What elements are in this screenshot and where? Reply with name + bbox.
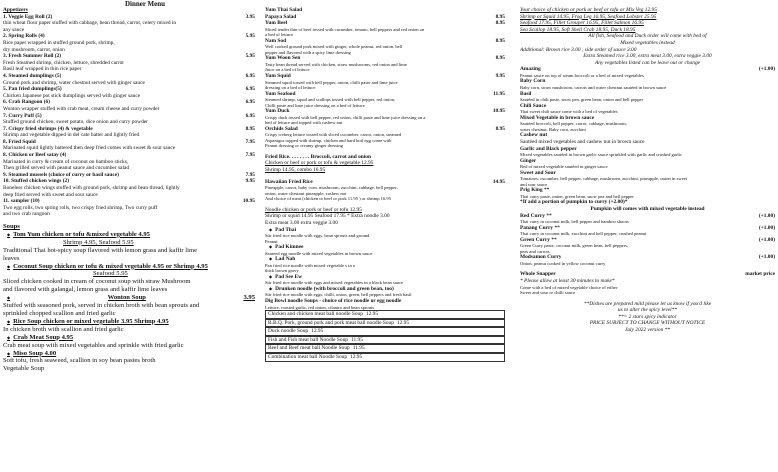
menu-heading: Appetizers: [3, 7, 28, 13]
menu-text-line: Sweet and sour or chilli sauce: [520, 290, 575, 296]
menu-item-name: 7. Crispy fried shrimps (4) & vegetable: [3, 125, 93, 132]
menu-text-line: Marinated in curry & cream of coconut on bamboo sticks,: [3, 158, 129, 165]
menu-heading: ◆ Crab Meat Soup 4.95: [3, 334, 255, 342]
menu-item-name: Fish and Fish meat ball Noodle Soup: [268, 336, 348, 343]
menu-item-name: Chicken and chicken meat ball noodle Soup: [268, 311, 363, 318]
menu-text-line: Seafood 17.95, Fillet Grouper 16.95, Fillet Salmon 16.95: [520, 20, 644, 27]
menu-item-row: [265, 344, 505, 353]
menu-text-line: sprinkled chopped scallion and fried garlic: [3, 309, 116, 317]
menu-item-name: 4. Steamed dumplings (5): [3, 72, 62, 79]
menu-text-line: **Dishes are prepared mild please let us know if you'd like: [583, 300, 712, 307]
menu-text-line: Chicken Japanese pot stick dumplings served with ginger sauce: [3, 92, 141, 99]
menu-item-price: 10.95: [242, 198, 255, 205]
menu-text-line: Vegetable Soup: [3, 365, 45, 373]
menu-item-row: [3, 178, 255, 185]
menu-text-line: Sauteed egg noodle with mixed vegetables in brown sauce: [265, 250, 373, 256]
menu-item-price: 6.95: [245, 72, 255, 79]
menu-text-line: pepper and flavored with a spicy lime dressing: [265, 49, 351, 55]
menu-text-line: Baby corn, straw mushroom, carrots and water chestnut sautéed in brown sauce: [520, 85, 667, 91]
menu-text-line: Wonton wrapper stuffed with crab meat, cream cheese and curry powder: [3, 105, 160, 112]
menu-text-line: Thai curry in coconut milk, bell pepper and bamboo shoots: [520, 219, 629, 225]
menu-heading: ◆ Lad Nah: [265, 256, 505, 263]
menu-item-row: [520, 271, 775, 278]
menu-text-line: Peanut: [265, 238, 278, 244]
menu-text-line: Rice paper wrapped in stuffed ground pork, shrimp,: [3, 39, 115, 46]
menu-text-line: Bed of mixed vegetable sautéed in ginger sauce: [520, 164, 608, 170]
menu-heading: ◆ Tom Yum chicken or tofu &mixed vegetable 4.95: [3, 231, 255, 239]
menu-item-row: [265, 108, 505, 115]
menu-item-row: [3, 73, 255, 80]
menu-heading: ◆ Rice Soup chicken or mixed vegetable 3.95 Shrimp 4.95: [3, 318, 255, 326]
menu-item-price: 12.95: [311, 328, 324, 335]
menu-text-line: Stir fried rice noodle with eggs and mixed vegetables in a black bean sauce: [265, 280, 404, 286]
menu-heading: Mixed Vegetable in brown sauce: [520, 114, 595, 121]
menu-heading: ◆ Pad Thai: [265, 227, 505, 234]
menu-heading: ◆ Miso Soup 4.00: [3, 350, 255, 358]
menu-text-line: Additional: Brown rice 3.00 , side order of sauce 3.00: [520, 46, 637, 53]
menu-item-price: 8.95: [495, 55, 505, 62]
menu-text-line: Mixed vegetables instead: [620, 39, 675, 46]
menu-item-row: [265, 14, 505, 21]
menu-text-line: Pan fried rice noodle with mixed vegetable s in a: [265, 262, 355, 268]
menu-item-price: 5.95: [245, 53, 255, 60]
menu-text-line: peas and carrots: [520, 248, 550, 254]
menu-item-name: ◆ Wonton Soup: [107, 294, 146, 302]
menu-text-line: Thai curry in coconut milk, zucchini and bell pepper, crushed peanut: [520, 231, 647, 237]
menu-text-line: Thai curry paste, onion, green bean, snow pea and bell pepper: [520, 193, 634, 199]
menu-item-row: [265, 73, 505, 80]
menu-text-line: thick brown gravy: [265, 268, 299, 274]
menu-item-name: Beef and Beef meat ball Noodle Soup: [268, 345, 350, 352]
menu-text-line: Then grilled served with peanut sauce and cucumber salad: [3, 165, 130, 172]
menu-text-line: onion, water chestnut pineapple, cashew nut: [265, 190, 347, 196]
right-column-entrees-curries: [520, 7, 775, 471]
menu-text-line: Noodle chicken or pork or beef or tofu 12.95: [265, 206, 362, 213]
menu-text-line: Crab meat soup with mixed vegetables and sprinkle with fried garlic: [3, 341, 184, 349]
menu-text-line: Basil leaf wrapped in thin rice paper: [3, 66, 82, 73]
menu-text-line: Shrimp 4.95, Seafood 5.95: [63, 238, 134, 246]
menu-item-price: 3.95: [245, 13, 255, 20]
menu-item-price: market price: [745, 271, 775, 278]
menu-text-line: And choice of meat (chicken or beef or pork 11.95 ) or shrimp 16.95: [265, 196, 391, 202]
menu-text-line: dressing on a bed of lettuce: [265, 85, 316, 91]
menu-heading: Ginger: [520, 157, 537, 164]
menu-text-line: Chicken or beef or pork or tofu & vegetable 12.95: [265, 160, 374, 167]
menu-item-price: 12.95: [396, 319, 410, 326]
menu-heading: Pumpkin will comes with mixed vegetable instead: [590, 205, 705, 212]
menu-item-row: [265, 336, 505, 345]
menu-text-line: Peanut sauce on top of steam broccoli or a bed of mixed vegetables: [520, 72, 644, 78]
menu-text-line: PRICE SUBJECT TO CHANGE WITHOUT NOTICE: [589, 320, 706, 327]
menu-item-price: 6.95: [245, 99, 255, 106]
menu-text-line: Crispy duck tossed with bell pepper, red onion, chilli paste and lime juice dressing on a: [265, 114, 426, 120]
menu-item-row: [520, 66, 775, 73]
menu-text-line: Green Curry paste, coconut milk, green bean, bell peppers,: [520, 243, 629, 249]
menu-heading: ◆ Pad Kimnee: [265, 244, 505, 251]
menu-item-row: [265, 327, 505, 336]
menu-text-line: Mixed vegetables sautéed in brown garlic sauce sprinkled with garlic and crushed garlic: [520, 152, 683, 158]
menu-item-row: [3, 198, 255, 205]
menu-text-line: Asparagus topped with shrimp, chicken and hard boil egg come with: [265, 137, 392, 143]
menu-item-row: [265, 353, 505, 362]
menu-item-name: 6. Crab Rangoon (6): [3, 99, 51, 106]
menu-heading: Dig Bowl noodle Soups - choice of rice noodle or egg noodle: [265, 297, 402, 304]
menu-text-line: Sautéed in chili paste, snow pea, green bean, onion and bell pepper: [520, 97, 644, 103]
menu-text-line: Shrimp 14.95, combo 16.95: [265, 167, 326, 174]
menu-text-line: Stir fried rice noodle with eggs, chilli, onion, green, bell peppers and fresh basil: [265, 292, 412, 298]
menu-text-line: Lettuce, roasted garlic, red onion, cilantro and bean sprouts: [265, 304, 375, 310]
menu-text-line: any sauce: [3, 26, 25, 33]
menu-item-price: 12.95: [350, 354, 363, 361]
menu-heading: Chili Sauce: [520, 102, 547, 109]
menu-text-line: dry mushroom, carrot, onion: [3, 46, 65, 53]
menu-text-line: bed of lettuce and topped with cashew nut: [265, 120, 343, 126]
menu-item-row: [520, 213, 775, 220]
menu-item-name: 1. Veggie Egg Roll (2): [3, 13, 53, 20]
menu-text-line: thin wheat flour paper stuffed with cabbage, bean thread, carrot, celery mixed in: [3, 20, 177, 27]
menu-item-row: [3, 152, 255, 159]
menu-item-name: 9. Steamed mussels (choice of curry or basil sauce): [3, 171, 119, 178]
menu-text-line: Stir fried rice noodle with eggs, bean sprouts and ground: [265, 233, 370, 239]
menu-item-name: 8. Fried Squid: [3, 138, 36, 145]
menu-item-price: 7.95: [245, 138, 255, 145]
menu-heading: ◆ Drunken noodle (with broccoli and green bean, too): [265, 286, 505, 293]
menu-item-row: [3, 294, 255, 302]
menu-item-name: Green Curry **: [520, 236, 557, 243]
menu-text-line: Soft tofu, fresh seaweed, scallion in soy bean pastes broth: [3, 357, 156, 365]
menu-item-row: [265, 20, 505, 27]
menu-item-price: 8.95: [495, 13, 505, 20]
menu-item-name: 10. Stuffed chicken wings (2): [3, 178, 70, 185]
menu-item-price: 6.95: [245, 112, 255, 119]
menu-item-price: 7.95: [245, 171, 255, 178]
menu-text-line: water chestnut, Baby corn, zucchini: [520, 126, 586, 132]
menu-item-price: 6.95: [245, 86, 255, 93]
menu-item-name: 3. Fresh Summer Roll (2): [3, 53, 62, 60]
menu-text-line: * Please allow at least 30 minutes to make*: [520, 278, 615, 285]
menu-text-line: and two crab rangoon: [3, 211, 50, 218]
menu-text-line: Steamed squid tossed with bell pepper, onion, chilli paste and lime juice: [265, 79, 398, 85]
menu-item-name: Yum Squid: [265, 72, 291, 79]
menu-item-price: (+1.00): [758, 236, 775, 243]
menu-text-line: Ground pork and shrimp, water chestnut served with ginger sauce: [3, 79, 145, 86]
menu-text-line: Extra meat 3.00 extra veggie 3.00: [265, 219, 338, 226]
menu-item-name: Combination meat ball Noodle Soup: [268, 354, 348, 361]
menu-item-price: 10.95: [492, 108, 505, 115]
menu-item-name: Whole Snapper: [520, 271, 556, 278]
menu-item-price: 9.95: [495, 72, 505, 79]
page-title: Dinner Menu: [124, 0, 166, 8]
menu-text-line: July 2022 version **: [624, 327, 671, 333]
menu-heading: Garlic and Black pepper: [520, 145, 577, 152]
menu-item-price: 11.95: [350, 336, 363, 343]
menu-heading: Yum Thai Salad: [265, 7, 303, 13]
menu-text-line: Chilli paste and lime juice dressing on a bed of lettuce: [265, 102, 365, 108]
menu-text-line: Sautéed mixed vegetables and cashew nut in brown sauce: [520, 138, 645, 145]
menu-text-line: Come with a bed of mixed vegetable choice of either: [520, 284, 618, 290]
menu-item-row: [520, 254, 775, 261]
menu-heading: ◆ Pad See Ew: [265, 274, 505, 281]
menu-item-name: Modsamon Curry: [520, 254, 562, 261]
menu-text-line: Sliced chicken cooked in cream of coconut soup with straw Mushroom: [3, 278, 191, 286]
menu-item-name: B.B.Q. Pork, ground pork and pork meat ball noodle Soup: [268, 319, 394, 326]
menu-text-line: Onion, peanut cooked in yellow coconut curry: [520, 260, 606, 266]
menu-item-name: Papaya Salad: [265, 13, 297, 20]
menu-text-line: Any vegetables listed can be leave out or change: [594, 59, 701, 66]
menu-text-line: and flavored with galangal, lemon grass and kaffir lime leaves: [3, 286, 168, 294]
menu-item-name: 11. sampler (10): [3, 198, 40, 205]
menu-item-row: [265, 310, 505, 319]
menu-text-line: Shrimp or Squid 14.95, Frog Leg 16.95, Seafood Lobster 25.95: [520, 13, 657, 20]
menu-text-line: In chicken broth with scallion and fried garlic: [3, 325, 124, 333]
menu-item-name: Yum Seafood: [265, 90, 296, 97]
menu-item-name: 5. Pan fried dumplings(5): [3, 86, 62, 93]
menu-text-line: Thai sweet chili sauce come with a bed of vegetables: [520, 109, 618, 115]
menu-item-name: Orchids Salad: [265, 125, 298, 132]
menu-item-name: Nam Sod: [265, 37, 287, 44]
menu-item-name: Yum Duck: [265, 108, 290, 115]
menu-text-line: Shrimp or squid 14.95 Seafood 17.95 * Extra noodle 3.00: [265, 213, 390, 220]
middle-column-salads-rice-noodles: [265, 7, 505, 471]
menu-item-name: 2. Spring Rolls (4): [3, 33, 45, 40]
menu-item-name: Hawaiian Fried Rice: [265, 178, 313, 185]
menu-item-price: (+1.00): [758, 66, 775, 73]
left-column-appetizers-soups: [3, 7, 255, 471]
menu-item-row: [3, 99, 255, 106]
menu-text-line: Fresh Steamed shrimp, chicken, lettuce, shredded carrot: [3, 59, 124, 66]
menu-text-line: Marinated squid lightly battered then deep fried comes with sweet & sour sauce: [3, 145, 176, 152]
menu-heading: ◆ Coconut Soup chicken or tofu & mixed vegetable 4.95 or Shrimp 4.95: [3, 263, 255, 271]
menu-item-row: [265, 319, 505, 328]
menu-text-line: Seafood 5.95: [93, 270, 128, 278]
menu-heading: Fried Rice. . . . . . . . Broccoli, carrot and onion: [265, 153, 371, 160]
menu-text-line: Tomatoes, cucumber, bell pepper, cabbage, mushroom, zucchini, pineapple, onion in sweet: [520, 176, 688, 182]
menu-item-name: Yum Woon Sen: [265, 55, 301, 62]
menu-item-price: 11.95: [352, 345, 365, 352]
menu-text-line: Two egg rolls, two spring rolls, two crispy fried shrimp, Two curry puff: [3, 204, 158, 211]
menu-heading: Prig King **: [520, 187, 550, 194]
menu-item-row: [520, 225, 775, 232]
menu-text-line: Traditional Thai hot-spicy soup flavored with lemon grass and kaffir lime: [3, 246, 197, 254]
menu-item-row: [3, 53, 255, 60]
menu-item-price: 5.95: [245, 33, 255, 40]
menu-item-row: [3, 86, 255, 93]
menu-item-price: 11.95: [493, 90, 505, 97]
menu-item-price: 8.95: [495, 20, 505, 27]
menu-item-row: [265, 126, 505, 133]
menu-item-row: [3, 113, 255, 120]
menu-item-name: Duck noodle Soup: [268, 328, 309, 335]
menu-text-line: Stuffed ground chicken, sweet potato, dice onion and curry powder: [3, 119, 148, 126]
menu-text-line: Crispy iceberg lettuce tossed with sliced cucumber, carrot, onion, steamed: [265, 132, 402, 138]
menu-item-price: 14.95: [492, 178, 505, 185]
menu-item-name: Amazing: [520, 66, 541, 73]
menu-item-row: [265, 179, 505, 186]
menu-item-price: 3.95: [243, 294, 255, 302]
menu-text-line: Shrimp and vegetable dipped in del cate batter and lightly fried: [3, 132, 140, 139]
menu-item-name: Panang Curry **: [520, 224, 560, 231]
menu-heading: Cashew nut: [520, 132, 548, 139]
menu-item-price: (+1.00): [758, 212, 775, 219]
menu-item-row: [3, 126, 255, 133]
menu-text-line: Steamed shrimp, squid and scallops tossed with bell pepper, red onion,: [265, 97, 396, 103]
menu-text-line: Sliced tender thin of beef tossed with cucumber, tomato, bell peppers and red onion on: [265, 26, 425, 32]
menu-text-line: a bed of lettuce: [265, 32, 294, 38]
menu-text-line: leaves: [3, 254, 20, 262]
menu-heading: *If add a portion of pumpkin to curry (+2.00)*: [520, 199, 628, 206]
menu-item-price: (+1.00): [758, 224, 775, 231]
menu-text-line: and sour sauce: [520, 181, 548, 187]
menu-item-price: 9.95: [245, 178, 255, 185]
menu-text-line: **= 2 stars spicy indicator: [618, 313, 677, 320]
menu-text-line: Peanut dressing or creamy ginger dressing: [265, 143, 343, 149]
menu-text-line: Pineapple, carrot, baby corn, mushroom, zucchini, cabbage, bell pepper,: [265, 185, 398, 191]
menu-item-row: [3, 139, 255, 146]
menu-item-price: 7.95: [245, 152, 255, 159]
menu-text-line: Stuffed with seasoned pork, served in chicken broth with bean sprouts and: [3, 302, 200, 310]
menu-item-price: 12.95: [365, 311, 379, 318]
menu-text-line: Well cooked ground pork mixed with ginger, whole peanut, red onion, bell: [265, 44, 403, 50]
menu-item-price: (+1.00): [758, 254, 775, 261]
menu-heading: Basil: [520, 90, 532, 97]
menu-item-row: [265, 55, 505, 62]
menu-text-line: Tasty bean thread served with chicken, straw mushrooms, red onion and lime: [265, 61, 407, 67]
menu-item-price: 8.95: [495, 125, 505, 132]
menu-text-line: Sea Scallop 18.95, Soft Shell Crab 18.95, Duck 18.95: [520, 26, 636, 33]
menu-item-name: Red Curry **: [520, 212, 552, 219]
menu-text-line: Juice on a bed of lettuce: [265, 67, 310, 73]
menu-item-row: [3, 14, 255, 21]
menu-text-line: us to alter the spicy level**: [617, 307, 678, 314]
menu-heading: Sweet and Sour: [520, 169, 556, 176]
menu-text-line: All fish, Seafood and Duck order will come with bed of: [588, 33, 707, 40]
menu-item-row: [3, 33, 255, 40]
menu-text-line: Sautéed broccoli, bell pepper, carrot, cabbage, mushroom,: [520, 121, 627, 127]
menu-item-price: 8.95: [495, 37, 505, 44]
menu-text-line: deep fried served with sweet and sour sauce: [3, 191, 98, 198]
menu-item-row: [520, 237, 775, 244]
menu-item-row: [265, 38, 505, 45]
menu-heading: Baby Corn: [520, 78, 546, 85]
menu-text-line: Boneless chicken wings stuffed with ground pork, shrimp and bean thread, lightly: [3, 185, 180, 192]
menu-item-row: [3, 172, 255, 179]
menu-item-name: 7. Curry Puff (5): [3, 112, 42, 119]
menu-item-price: 8.95: [245, 125, 255, 132]
menu-text-line: Extra Steamed rice 3.00, extra meat 3.00, extra veggie 3.00: [583, 53, 712, 60]
menu-text-line: Your choice of chicken or pork or beef or tofu or Mix Veg 12.95: [520, 7, 657, 13]
menu-item-name: Yum Beef: [265, 20, 288, 27]
menu-item-row: [265, 91, 505, 98]
menu-item-name: 8. Chicken or Beef satay (4): [3, 152, 67, 159]
menu-heading: Soups: [3, 223, 20, 230]
